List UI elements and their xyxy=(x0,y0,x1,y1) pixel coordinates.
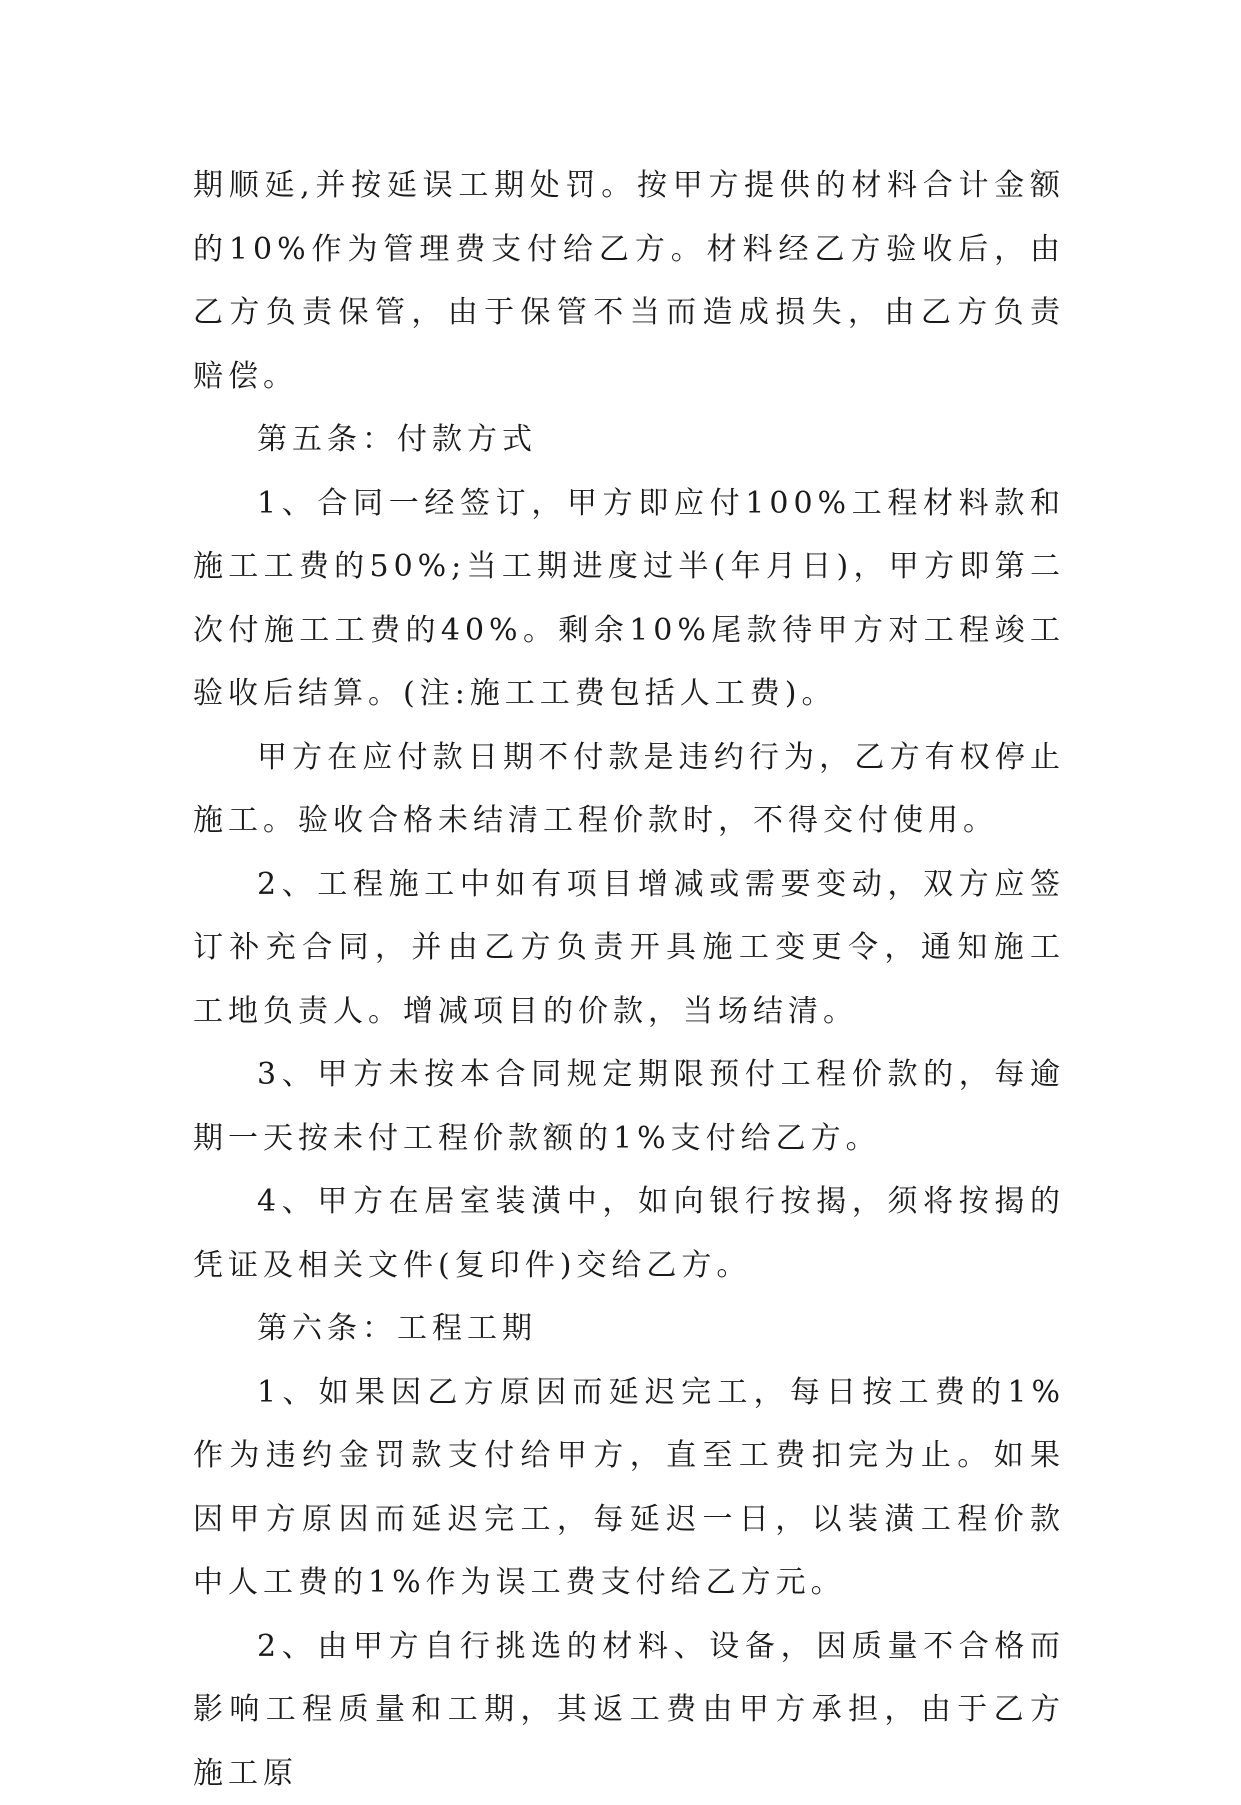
heading-article-five: 第五条：付款方式 xyxy=(193,408,1065,472)
paragraph-schedule-item-1: 1、如果因乙方原因而延迟完工，每日按工费的1%作为违约金罚款支付给甲方，直至工费扣完为止。如果因甲方原因而延迟完工，每延迟一日，以装潢工程价款中人工费的1%作为误工费支付给乙方元。 xyxy=(193,1361,1065,1615)
paragraph-payment-item-4: 4、甲方在居室装潢中，如向银行按揭，须将按揭的凭证及相关文件(复印件)交给乙方。 xyxy=(193,1170,1065,1297)
paragraph-payment-item-1: 1、合同一经签订，甲方即应付100%工程材料款和施工工费的50%;当工期进度过半(年月日)，甲方即第二次付施工工费的40%。剩余10%尾款待甲方对工程竣工验收后结算。(注:施工工费包括人工费)。 xyxy=(193,472,1065,726)
paragraph-payment-item-3: 3、甲方未按本合同规定期限预付工程价款的，每逾期一天按未付工程价款额的1%支付给乙方。 xyxy=(193,1043,1065,1170)
paragraph-schedule-item-2: 2、由甲方自行挑选的材料、设备，因质量不合格而影响工程质量和工期，其返工费由甲方承担，由于乙方施工原 xyxy=(193,1615,1065,1805)
heading-article-six: 第六条：工程工期 xyxy=(193,1297,1065,1361)
paragraph-continued-clause: 期顺延,并按延误工期处罚。按甲方提供的材料合计金额的10%作为管理费支付给乙方。材料经乙方验收后，由乙方负责保管，由于保管不当而造成损失，由乙方负责赔偿。 xyxy=(193,154,1065,408)
document-body xyxy=(193,154,1065,1805)
paragraph-payment-item-2: 2、工程施工中如有项目增减或需要变动，双方应签订补充合同，并由乙方负责开具施工变更令，通知施工工地负责人。增减项目的价款，当场结清。 xyxy=(193,853,1065,1044)
paragraph-payment-default: 甲方在应付款日期不付款是违约行为，乙方有权停止施工。验收合格未结清工程价款时，不得交付使用。 xyxy=(193,726,1065,853)
